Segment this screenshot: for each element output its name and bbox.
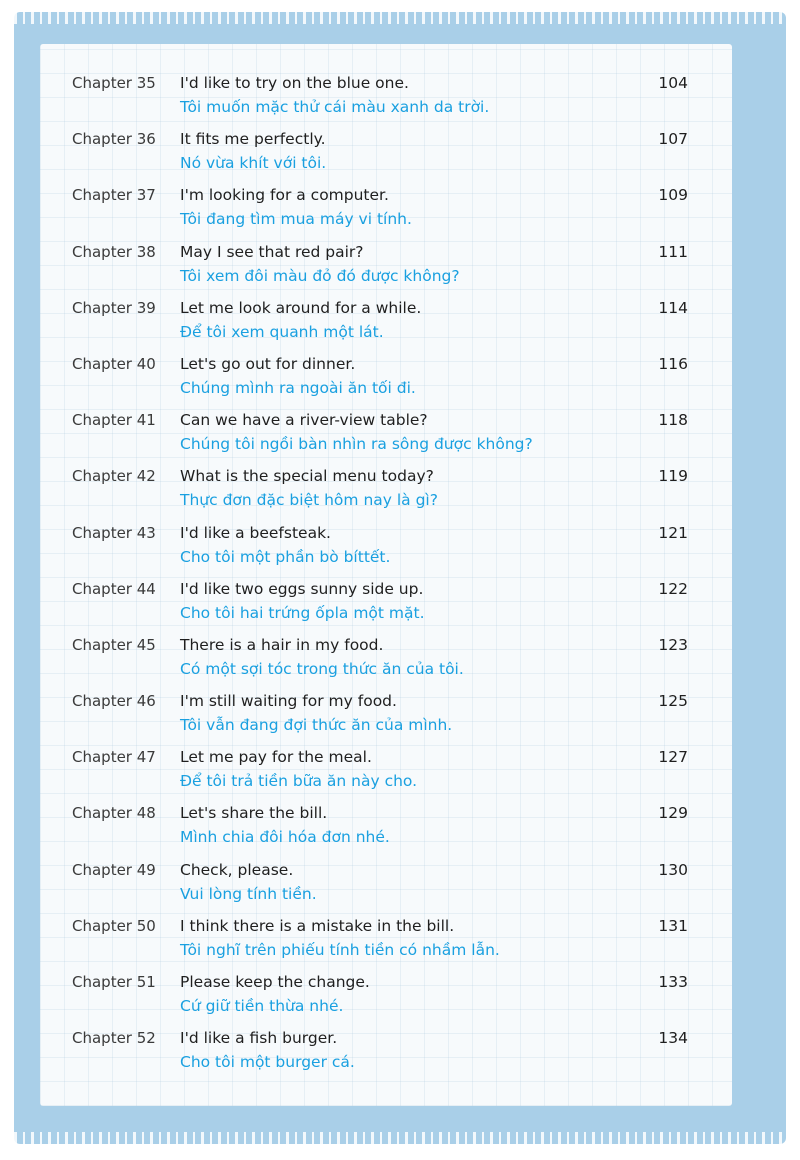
page-number: 116: [658, 354, 688, 373]
vietnamese-title: Tôi đang tìm mua máy vi tính.: [180, 210, 412, 229]
toc-entry[interactable]: [72, 299, 692, 355]
page-number: 118: [658, 411, 688, 430]
toc-entry[interactable]: [72, 861, 692, 917]
toc-entry[interactable]: [72, 355, 692, 411]
vietnamese-title: Tôi xem đôi màu đỏ đó được không?: [180, 266, 460, 285]
page-number: 119: [658, 467, 688, 486]
vietnamese-title: Tôi muốn mặc thử cái màu xanh da trời.: [180, 98, 490, 116]
frame-edge-bottom: [14, 1132, 786, 1146]
page-number: 129: [658, 804, 688, 823]
page-number: 111: [658, 242, 688, 261]
english-title: I'd like two eggs sunny side up.: [180, 579, 424, 598]
vietnamese-title: Tôi vẫn đang đợi thức ăn của mình.: [180, 716, 453, 735]
toc-entry[interactable]: [72, 467, 692, 523]
page-number: 114: [658, 298, 688, 317]
toc-entry[interactable]: [72, 580, 692, 636]
page-number: 130: [658, 860, 688, 879]
chapter-label: Chapter 43: [72, 523, 156, 542]
chapter-label: Chapter 48: [72, 804, 156, 823]
vietnamese-title: Có một sợi tóc trong thức ăn của tôi.: [180, 659, 464, 678]
toc-entry[interactable]: [72, 917, 692, 973]
toc-entry[interactable]: [72, 74, 692, 130]
english-title: Let's go out for dinner.: [180, 354, 356, 373]
toc-entry[interactable]: [72, 973, 692, 1029]
english-title: I'd like a beefsteak.: [180, 523, 331, 542]
english-title: Let me pay for the meal.: [180, 748, 372, 767]
page-number: 107: [658, 130, 688, 149]
chapter-label: Chapter 36: [72, 130, 156, 149]
chapter-label: Chapter 37: [72, 186, 156, 205]
chapter-label: Chapter 50: [72, 916, 156, 935]
page-number: 121: [658, 523, 688, 542]
page-number: 134: [658, 1029, 688, 1048]
toc-entry[interactable]: [72, 130, 692, 186]
toc-entry[interactable]: [72, 411, 692, 467]
vietnamese-title: Để tôi trả tiền bữa ăn này cho.: [180, 772, 418, 791]
vietnamese-title: Mình chia đôi hóa đơn nhé.: [180, 828, 390, 847]
chapter-label: Chapter 46: [72, 692, 156, 711]
chapter-label: Chapter 45: [72, 635, 156, 654]
toc-entry[interactable]: [72, 692, 692, 748]
chapter-label: Chapter 44: [72, 579, 156, 598]
chapter-label: Chapter 38: [72, 242, 156, 261]
english-title: I'm looking for a computer.: [180, 186, 389, 205]
table-of-contents: [72, 74, 692, 1085]
chapter-label: Chapter 41: [72, 411, 156, 430]
english-title: What is the special menu today?: [180, 467, 434, 486]
chapter-label: Chapter 39: [72, 298, 156, 317]
chapter-label: Chapter 42: [72, 467, 156, 486]
chapter-label: Chapter 52: [72, 1029, 156, 1048]
page-number: 122: [658, 579, 688, 598]
vietnamese-title: Chúng tôi ngồi bàn nhìn ra sông được không?: [180, 435, 533, 454]
page-number: 104: [658, 74, 688, 92]
page-number: 125: [658, 692, 688, 711]
page-number: 109: [658, 186, 688, 205]
contents-page: [40, 44, 732, 1106]
toc-entry[interactable]: [72, 748, 692, 804]
page-number: 131: [658, 916, 688, 935]
vietnamese-title: Tôi nghĩ trên phiếu tính tiền có nhầm lẫn.: [180, 940, 500, 959]
toc-entry[interactable]: [72, 804, 692, 860]
vietnamese-title: Nó vừa khít với tôi.: [180, 154, 327, 173]
english-title: Can we have a river-view table?: [180, 411, 428, 430]
english-title: Please keep the change.: [180, 973, 370, 991]
frame-edge-top: [14, 10, 786, 24]
page-number: 123: [658, 635, 688, 654]
vietnamese-title: Cứ giữ tiền thừa nhé.: [180, 997, 344, 1015]
chapter-label: Chapter 40: [72, 354, 156, 373]
vietnamese-title: Cho tôi hai trứng ốpla một mặt.: [180, 603, 425, 622]
toc-entry[interactable]: [72, 1029, 692, 1085]
english-title: I'd like to try on the blue one.: [180, 74, 409, 92]
english-title: There is a hair in my food.: [180, 635, 384, 654]
english-title: Let me look around for a while.: [180, 298, 422, 317]
page-number: 127: [658, 748, 688, 767]
english-title: May I see that red pair?: [180, 242, 364, 261]
chapter-label: Chapter 51: [72, 973, 156, 991]
toc-entry[interactable]: [72, 186, 692, 242]
vietnamese-title: Để tôi xem quanh một lát.: [180, 322, 384, 341]
vietnamese-title: Chúng mình ra ngoài ăn tối đi.: [180, 378, 416, 397]
chapter-label: Chapter 49: [72, 860, 156, 879]
toc-entry[interactable]: [72, 524, 692, 580]
english-title: Let's share the bill.: [180, 804, 328, 823]
english-title: It fits me perfectly.: [180, 130, 326, 149]
chapter-label: Chapter 47: [72, 748, 156, 767]
english-title: I'd like a fish burger.: [180, 1029, 338, 1048]
toc-entry[interactable]: [72, 243, 692, 299]
vietnamese-title: Cho tôi một burger cá.: [180, 1053, 355, 1072]
english-title: Check, please.: [180, 860, 294, 879]
page-number: 133: [658, 973, 688, 991]
chapter-label: Chapter 35: [72, 74, 156, 92]
toc-entry[interactable]: [72, 636, 692, 692]
vietnamese-title: Cho tôi một phần bò bíttết.: [180, 547, 391, 566]
english-title: I'm still waiting for my food.: [180, 692, 397, 711]
english-title: I think there is a mistake in the bill.: [180, 916, 455, 935]
vietnamese-title: Thực đơn đặc biệt hôm nay là gì?: [180, 491, 438, 510]
vietnamese-title: Vui lòng tính tiền.: [180, 884, 317, 903]
